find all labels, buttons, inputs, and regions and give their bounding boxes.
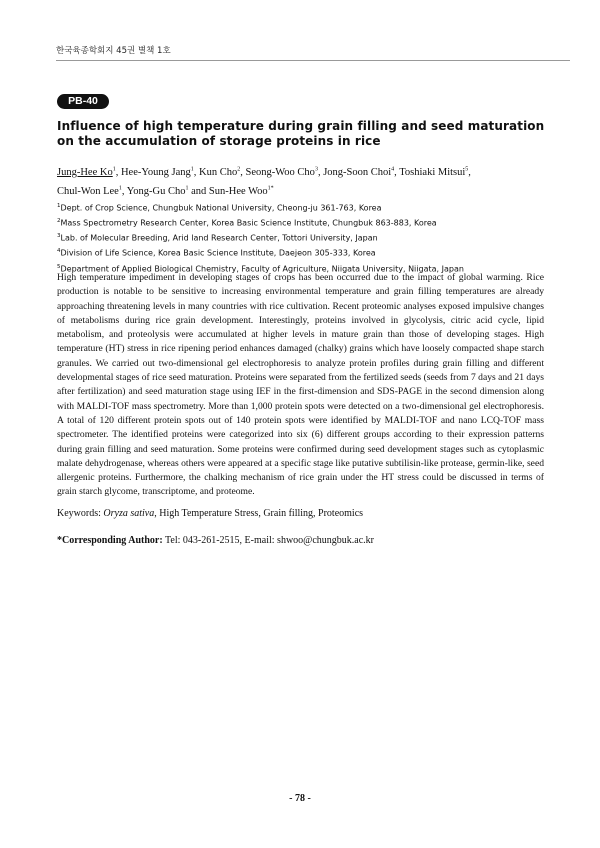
author-separator: , — [193, 166, 200, 178]
corresponding-contact: Tel: 043-261-2515, E-mail: shwoo@chungbuk.ac.kr — [162, 535, 375, 546]
author-name: Chul-Won Lee — [57, 186, 119, 197]
poster-badge: PB-40 — [57, 94, 109, 109]
keyword-species: Oryza sativa — [103, 508, 155, 519]
author — [121, 167, 199, 178]
author-separator: , — [115, 166, 121, 178]
affiliation — [57, 245, 557, 260]
header-divider — [56, 60, 570, 61]
author-separator: and — [188, 186, 209, 197]
author-affiliation-mark: 5 — [465, 166, 469, 172]
author — [199, 167, 245, 178]
author-name: Jung-Hee Ko — [57, 166, 113, 178]
author-name: Hee-Young Jang — [120, 166, 191, 178]
affiliation — [57, 230, 557, 245]
page-number: - 78 - — [289, 793, 311, 804]
author-list — [57, 161, 547, 200]
affiliation-text: Department of Applied Biological Chemistry, Faculty of Agriculture, Niigata University, Niigata, Japan — [60, 264, 464, 274]
corresponding-label: *Corresponding Author: — [57, 535, 163, 546]
author-affiliation-mark: 4 — [391, 166, 395, 172]
author-name: Jong-Soon Choi — [323, 166, 392, 178]
affiliation-number: 5 — [57, 263, 61, 270]
affiliation-list — [57, 200, 557, 276]
author — [323, 167, 399, 178]
keywords — [57, 507, 547, 521]
affiliation-text: Lab. of Molecular Breeding, Arid land Research Center, Tottori University, Japan — [60, 233, 378, 243]
author-affiliation-mark: 1* — [267, 185, 274, 192]
author-line-2 — [57, 181, 547, 201]
author-separator: , — [240, 166, 246, 178]
author-affiliation-mark: 3 — [314, 166, 318, 172]
author-name: Seong-Woo Cho — [245, 166, 315, 178]
author-affiliation-mark: 2 — [237, 166, 241, 172]
affiliation-text: Dept. of Crop Science, Chungbuk National University, Cheong-ju 361-763, Korea — [60, 203, 382, 213]
keywords-list: , High Temperature Stress, Grain filling, Proteomics — [154, 508, 364, 519]
journal-header: 한국육종학회지 45권 별책 1호 — [56, 46, 171, 56]
abstract-body: High temperature impediment in developing stages of crops has been occurred due to the impact of global warming. Rice production is notable to be sensitive to increasing environmental temperature and grain filling temperatures are already approaching threatening levels in many countries with rice cultivation. Recent proteomic analyses exposed impulsive changes of metabolisms during rice grain development. Interestingly, proteins involved in glycolysis, citric acid cycle, lipid metabolism, and proteolysis were accumulated at higher levels in mature grain than those of developing stages. High temperature (HT) stress in rice ripening period enhances damaged (chalky) grains which have loosely compacted shape starch granules. We carried out two-dimensional gel electrophoresis to analyze protein profiles during grain filling and different developmental stages of rice seed maturation. Proteins were separated from the fertilized seeds (seeds from 7 days and 21 days after fertilization) and seed maturation stage using IEF in the first-dimension and SDS-PAGE in the second dimension along with MALDI-TOF mass spectrometry. More than 1,000 protein spots were detected on a two-dimensional gel electrophoresis. A total of 120 different protein spots out of 140 protein spots were identified by MALDI-TOF and nano LCQ-TOF mass spectrometer. The identified proteins were categorized into six (6) different groups according to their expression patterns during grain filling and seed maturation. Some proteins were confirmed during seed development stages such as cytoplasmic malate dehydrogenase, whereas others were appeared at a specific stage like putative subtilisin-like protease, germin-like, seed allergenic proteins. Furthermore, the chalking mechanism of rice grain under the HT stress could be discussed in terms of grain starch glycome, transcriptome, and proteome. — [57, 272, 544, 498]
author — [245, 167, 323, 178]
affiliation — [57, 200, 557, 215]
affiliation-number: 3 — [57, 233, 61, 240]
author-separator: , — [468, 166, 471, 178]
author-separator: , — [121, 186, 127, 197]
author-affiliation-mark: 1 — [190, 166, 194, 172]
author-name: Sun-Hee Woo — [208, 186, 268, 197]
affiliation-text: Mass Spectrometry Research Center, Korea Basic Science Institute, Chungbuk 863-883, Korea — [60, 218, 437, 228]
affiliation-number: 2 — [57, 218, 61, 225]
paper-title: Influence of high temperature during grain filling and seed maturation on the accumulation of storage proteins in rice — [57, 119, 545, 148]
author-separator: , — [317, 166, 324, 178]
keywords-label: Keywords: — [57, 508, 104, 519]
author-name: Toshiaki Mitsui — [399, 166, 466, 178]
author-name: Yong-Gu Cho — [126, 186, 186, 197]
affiliation-number: 1 — [57, 203, 61, 209]
affiliation — [57, 215, 557, 230]
author — [127, 186, 209, 197]
corresponding-author — [57, 534, 547, 548]
author-affiliation-mark: 1 — [185, 185, 189, 192]
affiliation-number: 4 — [57, 248, 61, 255]
author — [57, 186, 127, 197]
author — [209, 186, 274, 197]
author — [57, 167, 121, 178]
author-separator: , — [394, 166, 400, 178]
author — [399, 167, 471, 178]
author-name: Kun Cho — [199, 166, 238, 178]
author-line-1 — [57, 161, 547, 181]
author-affiliation-mark: 1 — [112, 166, 116, 172]
author-affiliation-mark: 1 — [118, 185, 122, 192]
affiliation-text: Division of Life Science, Korea Basic Science Institute, Daejeon 305-333, Korea — [60, 249, 376, 259]
